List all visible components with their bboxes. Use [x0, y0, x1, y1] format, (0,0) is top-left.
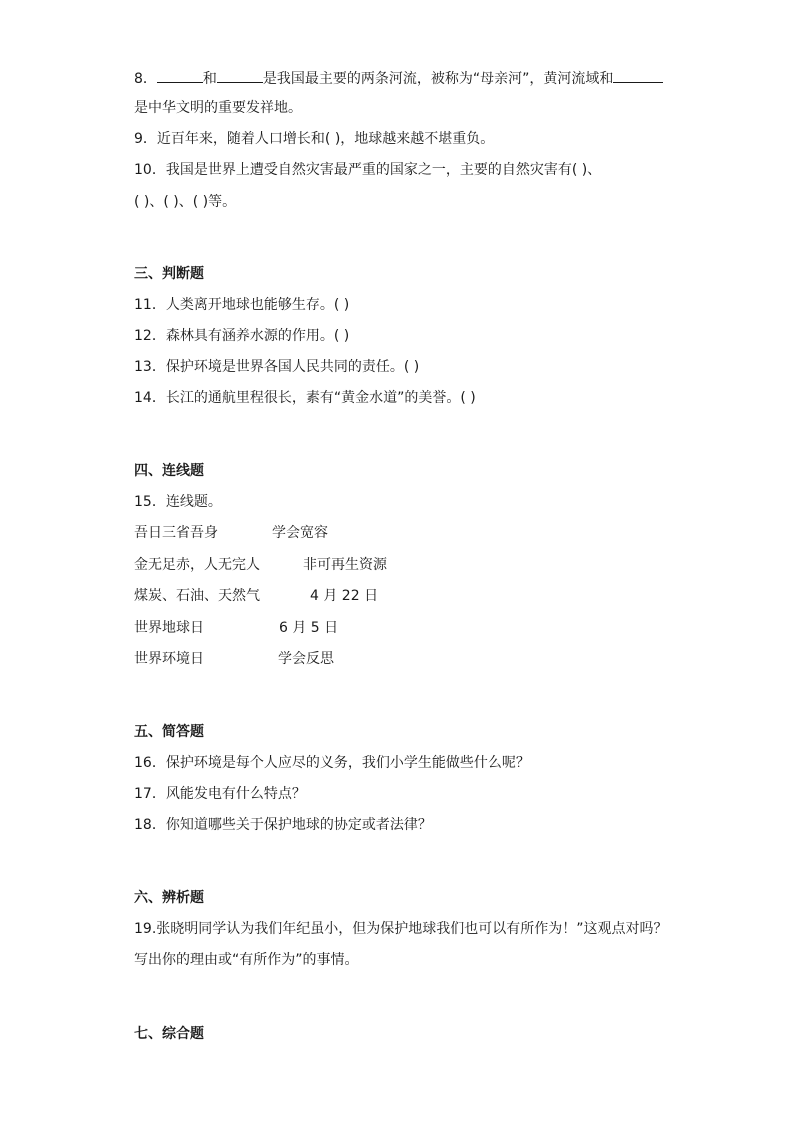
question-10-line2: ( )、( )、( )等。: [134, 194, 237, 210]
question-8-text: 是我国最主要的两条河流，被称为“母亲河”，黄河流域和: [262, 71, 614, 87]
question-8-number: 8．: [134, 71, 157, 87]
question-13: 13．保护环境是世界各国人民共同的责任。( ): [134, 359, 420, 375]
section-heading-comprehensive: 七、综合题: [134, 1026, 204, 1042]
match-left-item[interactable]: 吾日三省吾身: [134, 525, 218, 541]
question-17: 17．风能发电有什么特点？: [134, 786, 306, 802]
match-right-item[interactable]: 学会宽容: [272, 525, 328, 541]
section-heading-matching: 四、连线题: [134, 463, 204, 479]
question-8-line1: [134, 68, 663, 89]
match-left-item[interactable]: 世界环境日: [134, 651, 204, 667]
match-right-item[interactable]: 学会反思: [278, 651, 334, 667]
question-18: 18．你知道哪些关于保护地球的协定或者法律？: [134, 817, 432, 833]
match-left-item[interactable]: 金无足赤，人无完人: [134, 557, 260, 573]
section-heading-discrimination: 六、辨析题: [134, 890, 204, 906]
question-11: 11．人类离开地球也能够生存。( ): [134, 297, 350, 313]
question-15: 15．连线题。: [134, 494, 222, 510]
match-left-item[interactable]: 世界地球日: [134, 620, 204, 636]
question-19-line1: 19.张晓明同学认为我们年纪虽小，但为保护地球我们也可以有所作为！”这观点对吗？: [134, 921, 668, 937]
match-right-item[interactable]: 6 月 5 日: [279, 620, 339, 636]
question-14: 14．长江的通航里程很长，素有“黄金水道”的美誉。( ): [134, 390, 476, 406]
question-10-line1: 10．我国是世界上遭受自然灾害最严重的国家之一，主要的自然灾害有( )、: [134, 162, 602, 178]
answer-blank[interactable]: [217, 68, 263, 83]
question-8-and: 和: [202, 71, 217, 87]
question-9: 9．近百年来，随着人口增长和( )，地球越来越不堪重负。: [134, 131, 495, 147]
match-left-item[interactable]: 煤炭、石油、天然气: [134, 588, 260, 604]
section-heading-short-answer: 五、简答题: [134, 724, 204, 740]
answer-blank[interactable]: [613, 68, 663, 83]
question-19-line2: 写出你的理由或“有所作为”的事情。: [134, 952, 359, 968]
match-right-item[interactable]: 非可再生资源: [303, 557, 387, 573]
question-12: 12．森林具有涵养水源的作用。( ): [134, 328, 350, 344]
section-heading-judgement: 三、判断题: [134, 266, 204, 282]
question-16: 16．保护环境是每个人应尽的义务，我们小学生能做些什么呢？: [134, 755, 530, 771]
answer-blank[interactable]: [157, 68, 203, 83]
match-right-item[interactable]: 4 月 22 日: [310, 588, 379, 604]
question-8-line2: 是中华文明的重要发祥地。: [134, 100, 302, 116]
